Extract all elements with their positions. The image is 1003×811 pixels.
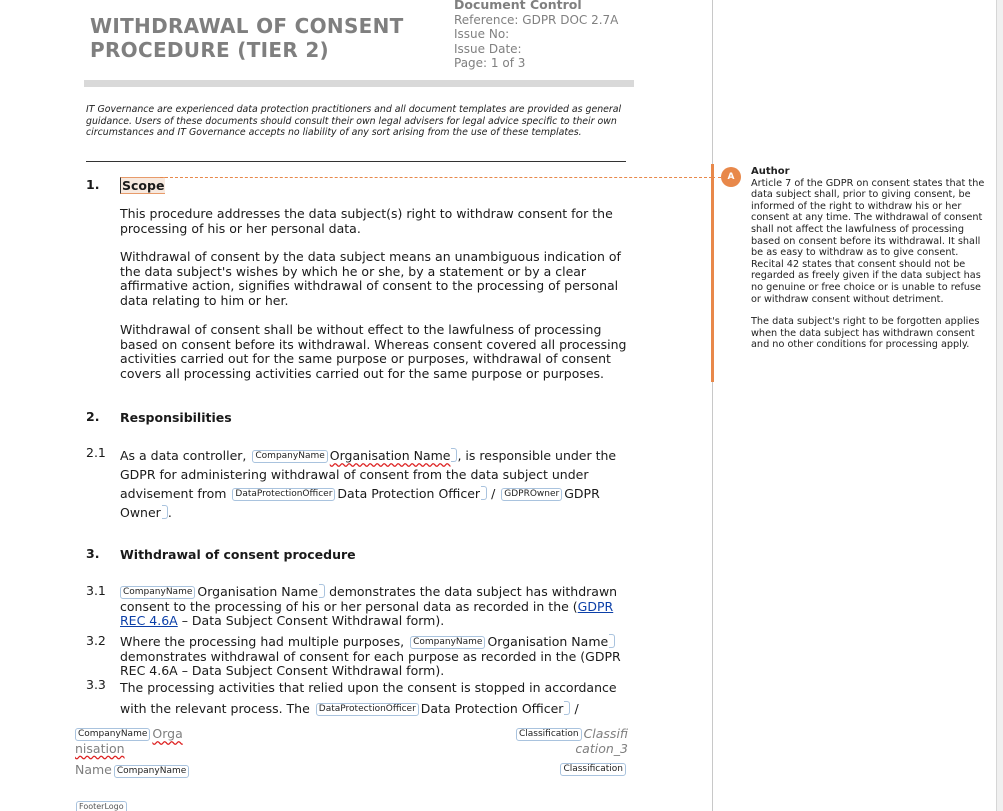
footer-logo-control-tag[interactable]: FooterLogo xyxy=(76,801,127,811)
clause-3-1-number: 3.1 xyxy=(86,583,106,598)
title-line-2: PROCEDURE (TIER 2) xyxy=(90,38,329,62)
company-name-control-end xyxy=(319,584,325,598)
clause-3-3-part-a: The processing activities that relied upon the consent is stopped in accordance with the relevant process. The xyxy=(120,680,617,716)
clause-3-2-part-a: Where the processing had multiple purposes, xyxy=(120,634,405,649)
gdpr-owner-control-tag[interactable]: GDPROwner xyxy=(501,488,562,501)
dpo-control-end xyxy=(564,701,570,715)
scope-paragraph-3[interactable]: Withdrawal of consent shall be without effect to the lawfulness of processing based on consent before its withdrawal. Whereas consent covered all processing activities carried out for the same purpose or purposes, withdrawal of consent covers all processing activities carried out for the same purpose or purposes. xyxy=(120,322,627,381)
company-name-control-tag[interactable]: CompanyName xyxy=(410,636,485,649)
clause-3-2-text[interactable] xyxy=(120,634,630,679)
clause-2-1-text[interactable] xyxy=(120,446,630,522)
reference-field: Reference: GDPR DOC 2.7A xyxy=(454,12,619,27)
section-3-number: 3. xyxy=(86,546,100,561)
comment-balloon[interactable] xyxy=(751,166,987,362)
dpo-control-end xyxy=(481,486,487,500)
comment-active-bar xyxy=(711,164,714,382)
clause-3-3-text[interactable] xyxy=(120,678,630,719)
company-name-control-value[interactable]: Organisation Name xyxy=(329,448,451,463)
clause-3-2-number: 3.2 xyxy=(86,633,106,648)
title-line-1: WITHDRAWAL OF CONSENT xyxy=(90,14,404,38)
disclaimer-text[interactable]: IT Governance are experienced data protection practitioners and all document templates are provided as general guidance. Users of these documents should consult their own legal advisers for legal advice specific to their own circumstances and IT Governance accepts no liability of any sort arising from the use of these templates. xyxy=(86,104,622,139)
footer-company-value-b[interactable]: nisation xyxy=(75,740,125,756)
footer-organisation-control[interactable] xyxy=(75,727,195,783)
company-name-control-tag[interactable]: CompanyName xyxy=(120,586,195,599)
clause-2-1-part-b: , is responsible under the GDPR for administering withdrawal of consent from the data subject under advisement from xyxy=(120,448,617,501)
footer-classification-value-b[interactable]: cation_3 xyxy=(575,740,628,756)
comment-anchor-line xyxy=(160,177,712,178)
scope-paragraph-2[interactable]: Withdrawal of consent by the data subject means an unambiguous indication of the data subject's wishes by which he or she, by a statement or by a clear affirmative action, signifies withdrawal of consent to the processing of personal data relating to him or her. xyxy=(120,249,621,308)
clause-2-1-separator: / xyxy=(491,486,496,501)
footer-classification-control[interactable] xyxy=(512,727,628,777)
clause-3-3-separator: / xyxy=(574,700,579,716)
clause-3-1-text[interactable] xyxy=(120,584,630,629)
window-right-edge xyxy=(996,0,1003,811)
issue-no-field: Issue No: xyxy=(454,27,510,41)
clause-3-1-part-a: demonstrates the data subject has withdrawn consent to the processing of his or her personal data as recorded in the ( xyxy=(120,584,618,614)
comment-paragraph-2: The data subject's right to be forgotten applies when the data subject has withdrawn consent and no other conditions for processing apply. xyxy=(751,316,980,351)
company-name-control-value[interactable]: Organisation Name xyxy=(197,584,319,599)
clause-2-1-period: . xyxy=(167,505,172,520)
section-3-heading: Withdrawal of consent procedure xyxy=(120,547,356,562)
dpo-control-value[interactable]: Data Protection Officer xyxy=(420,700,564,716)
header-divider-bar xyxy=(84,80,634,87)
section-1-number: 1. xyxy=(86,177,100,192)
document-control-heading: Document Control xyxy=(454,0,582,12)
issue-date-field: Issue Date: xyxy=(454,41,522,56)
company-name-control-end xyxy=(609,634,615,648)
page-number-field: Page: 1 of 3 xyxy=(454,56,526,70)
author-avatar-icon[interactable]: A xyxy=(721,167,741,187)
gdpr-owner-control-value[interactable]: GDPR Owner xyxy=(120,486,600,520)
scope-commented-word[interactable]: Scope xyxy=(122,178,165,193)
comment-author: Author xyxy=(751,166,790,177)
dpo-control-tag[interactable]: DataProtectionOfficer xyxy=(232,488,335,501)
footer-classification-tag[interactable]: Classification xyxy=(516,728,582,741)
footer-classification-value-a[interactable]: Classifi xyxy=(583,726,628,741)
footer-company-value-c[interactable]: Name xyxy=(75,762,112,777)
disclaimer-rule xyxy=(86,161,626,162)
clause-2-1-part-a: As a data controller, xyxy=(120,448,247,463)
document-title xyxy=(90,14,404,62)
comments-pane xyxy=(712,0,1003,811)
company-name-control-value[interactable]: Organisation Name xyxy=(487,634,609,649)
section-2-heading: Responsibilities xyxy=(120,410,232,425)
footer-company-control-end-tag[interactable]: CompanyName xyxy=(114,765,189,778)
company-name-control-tag[interactable]: CompanyName xyxy=(252,450,327,463)
scope-paragraph-1[interactable]: This procedure addresses the data subject(s) right to withdraw consent for the processing of his or her personal data. xyxy=(120,206,613,236)
comment-paragraph-1: Article 7 of the GDPR on consent states that the data subject shall, prior to giving consent, be informed of the right to withdraw his or her consent at any time. The withdrawal of consent shall not affect the lawfulness of processing based on consent before its withdrawal. It shall be as easy to withdraw as to give consent. Recital 42 states that consent should not be regarded as freely given if the data subject has no genuine or free choice or is unable to refuse or withdraw consent without detriment. xyxy=(751,177,985,305)
document-control-block xyxy=(454,0,618,71)
section-2-number: 2. xyxy=(86,409,100,424)
gdpr-rec-4-6a-link[interactable]: GDPR REC 4.6A xyxy=(120,598,614,629)
section-1-heading[interactable] xyxy=(120,178,165,193)
clause-3-2-part-b: demonstrates withdrawal of consent for each purpose as recorded in the (GDPR REC 4.6A – Data Subject Consent Withdrawal form). xyxy=(120,648,621,679)
footer-company-control-tag[interactable]: CompanyName xyxy=(75,728,150,741)
clause-3-1-part-b: – Data Subject Consent Withdrawal form). xyxy=(181,613,445,629)
dpo-control-tag[interactable]: DataProtectionOfficer xyxy=(316,703,419,716)
clause-3-3-number: 3.3 xyxy=(86,677,106,692)
footer-classification-end-tag[interactable]: Classification xyxy=(560,763,626,776)
footer-company-value-a[interactable]: Orga xyxy=(152,726,183,741)
dpo-control-value[interactable]: Data Protection Officer xyxy=(337,486,481,501)
clause-2-1-number: 2.1 xyxy=(86,445,106,460)
